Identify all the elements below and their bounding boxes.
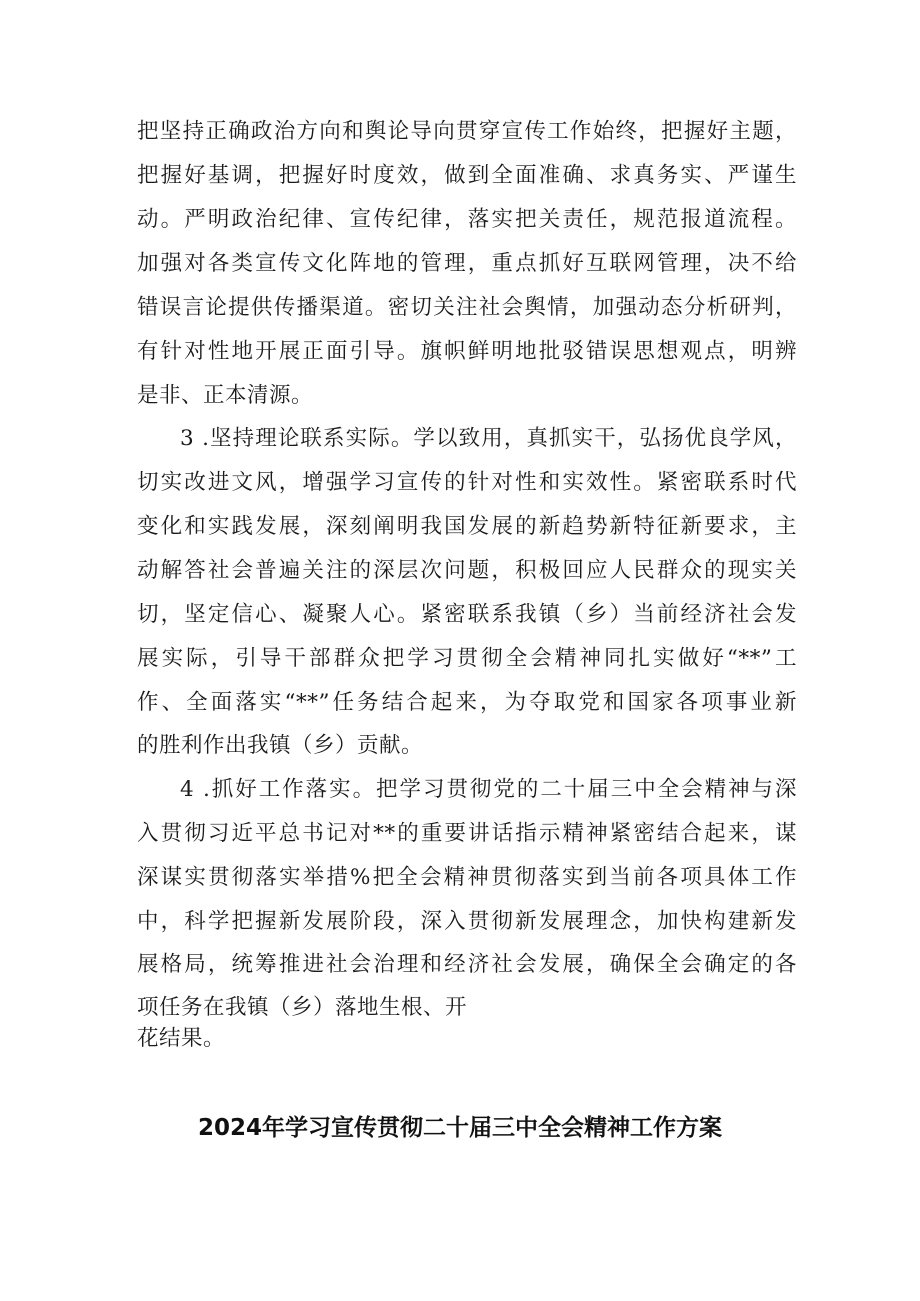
paragraph-line: 3 .坚持理论联系实际。学以致用，真抓实干，弘扬优良学风， — [180, 426, 797, 451]
paragraph-line: 入贯彻习近平总书记对**的重要讲话指示精神紧密结合起来，谋 — [137, 821, 797, 846]
paragraph-line: 把坚持正确政治方向和舆论导向贯穿宣传工作始终，把握好主题， — [137, 119, 797, 144]
paragraph-line: 项任务在我镇（乡）落地生根、开 — [137, 995, 468, 1020]
paragraph-line: 把握好基调，把握好时度效，做到全面准确、求真务实、严谨生 — [137, 163, 797, 188]
paragraph-line: 花结果。 — [137, 1026, 226, 1051]
paragraph-line: 动解答社会普遍关注的深层次问题，积极回应人民群众的现实关 — [137, 558, 797, 583]
paragraph-line: 深谋实贯彻落实举措%把全会精神贯彻落实到当前各项具体工作 — [137, 865, 797, 890]
next-document-title: 2024年学习宣传贯彻二十届三中全会精神工作方案 — [197, 1115, 722, 1141]
paragraph-line: 展实际，引导干部群众把学习贯彻全会精神同扎实做好“**”工 — [137, 646, 797, 671]
paragraph-line: 的胜利作出我镇（乡）贡献。 — [137, 733, 424, 758]
paragraph-line: 动。严明政治纪律、宣传纪律，落实把关责任，规范报道流程。 — [137, 207, 797, 232]
paragraph-line: 是非、正本清源。 — [137, 383, 314, 408]
paragraph-line: 中，科学把握新发展阶段，深入贯彻新发展理念，加快构建新发 — [137, 909, 797, 934]
paragraph-line: 切，坚定信心、凝聚人心。紧密联系我镇（乡）当前经济社会发 — [137, 602, 797, 627]
paragraph-line: 错误言论提供传播渠道。密切关注社会舆情，加强动态分析研判， — [137, 295, 797, 320]
paragraph-line: 有针对性地开展正面引导。旗帜鲜明地批驳错误思想观点，明辨 — [137, 339, 797, 364]
paragraph-line: 4 .抓好工作落实。把学习贯彻党的二十届三中全会精神与深 — [180, 777, 797, 802]
paragraph-line: 切实改进文风，增强学习宣传的针对性和实效性。紧密联系时代 — [137, 470, 797, 495]
paragraph-line: 加强对各类宣传文化阵地的管理，重点抓好互联网管理，决不给 — [137, 251, 797, 276]
paragraph-line: 作、全面落实“**”任务结合起来，为夺取党和国家各项事业新 — [137, 690, 797, 715]
paragraph-line: 展格局，统筹推进社会治理和经济社会发展，确保全会确定的各 — [137, 952, 797, 977]
paragraph-line: 变化和实践发展，深刻阐明我国发展的新趋势新特征新要求，主 — [137, 514, 797, 539]
